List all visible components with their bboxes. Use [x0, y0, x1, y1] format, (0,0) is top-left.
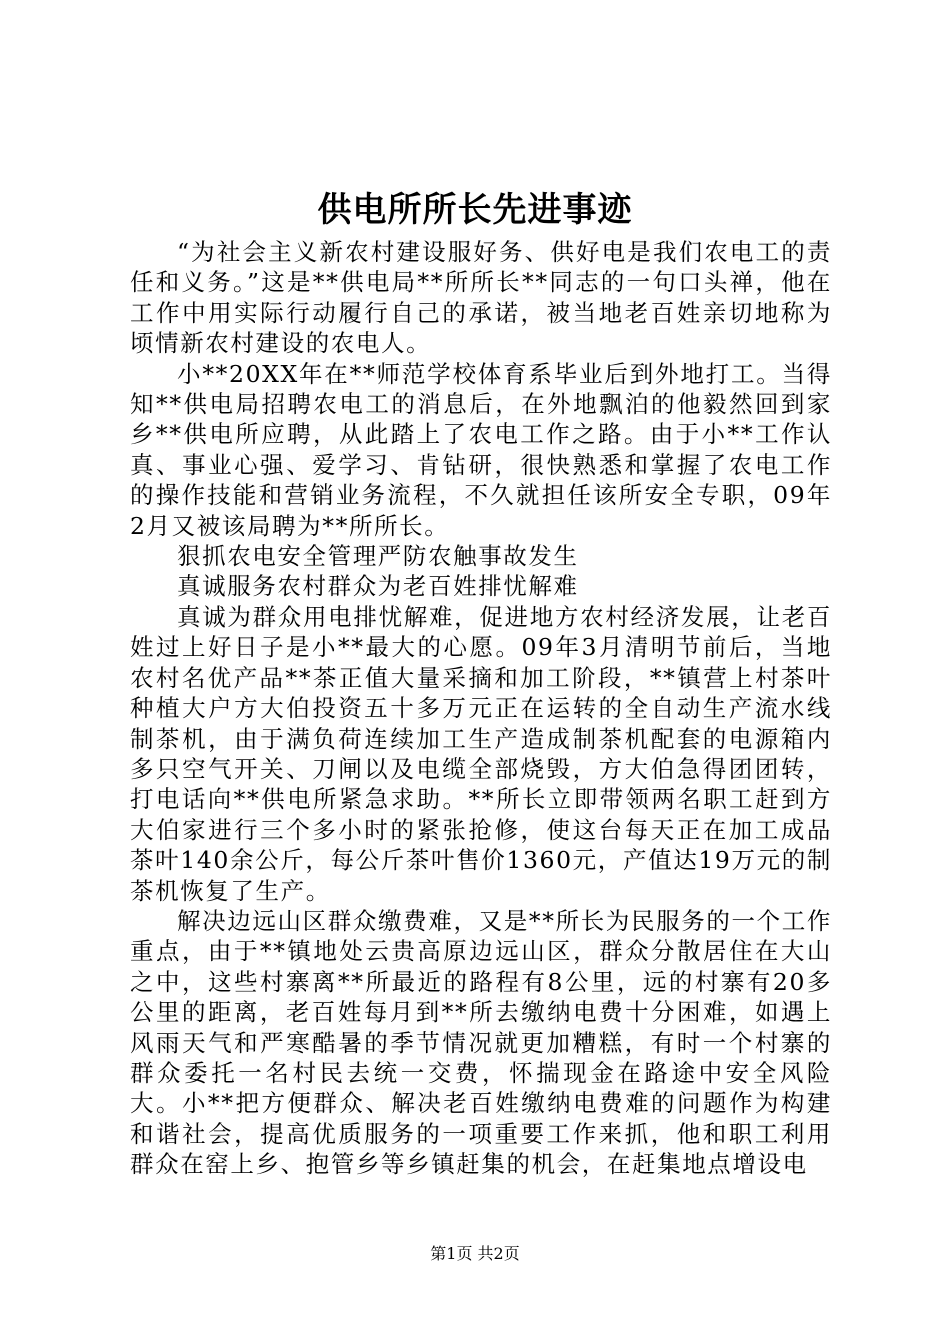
paragraph-intro: “为社会主义新农村建设服好务、供好电是我们农电工的责任和义务。”这是**供电局**所所长**同志的一句口头禅，他在工作中用实际行动履行自己的承诺，被当地老百姓亲切地称为顷情新农村建设的农电人。	[130, 238, 832, 358]
document-title: 供电所所长先进事迹	[317, 190, 633, 230]
section-heading-safety: 狠抓农电安全管理严防农触事故发生	[177, 542, 579, 571]
document-body	[130, 237, 832, 1180]
paragraph-background: 小**20XX年在**师范学校体育系毕业后到外地打工。当得知**供电局招聘农电工的消息后，在外地飘泊的他毅然回到家乡**供电所应聘，从此踏上了农电工作之路。由于小**工作认真、事业心强、爱学习、肯钻研，很快熟悉和掌握了农电工作的操作技能和营销业务流程，不久就担任该所安全专职，09年2月又被该局聘为**所所长。	[130, 359, 832, 540]
page-footer: 第1页 共2页	[430, 1244, 520, 1263]
paragraph-tea-repair: 真诚为群众用电排忧解难，促进地方农村经济发展，让老百姓过上好日子是小**最大的心愿。09年3月清明节前后，当地农村名优产品**茶正值大量采摘和加工阶段，**镇营上村茶叶种植大户方大伯投资五十多万元正在运转的全自动生产流水线制茶机，由于满负荷连续加工生产造成制茶机配套的电源箱内多只空气开关、刀闸以及电缆全部烧毁，方大伯急得团团转，打电话向**供电所紧急求助。**所长立即带领两名职工赶到方大伯家进行三个多小时的紧张抢修，使这台每天正在加工成品茶叶140余公斤，每公斤茶叶售价1360元，产值达19万元的制茶机恢复了生产。	[130, 602, 832, 905]
section-heading-service: 真诚服务农村群众为老百姓排忧解难	[177, 572, 579, 601]
paragraph-payment: 解决边远山区群众缴费难，又是**所长为民服务的一个工作重点，由于**镇地处云贵高原边远山区，群众分散居住在大山之中，这些村寨离**所最近的路程有8公里，远的村寨有20多公里的距离，老百姓每月到**所去缴纳电费十分困难，如遇上风雨天气和严寒酷暑的季节情况就更加糟糕，有时一个村寨的群众委托一名村民去统一交费，怀揣现金在路途中安全风险大。小**把方便群众、解决老百姓缴纳电费难的问题作为构建和谐社会，提高优质服务的一项重要工作来抓，他和职工利用群众在窑上乡、抱管乡等乡镇赶集的机会，在赶集地点增设电	[130, 906, 832, 1179]
